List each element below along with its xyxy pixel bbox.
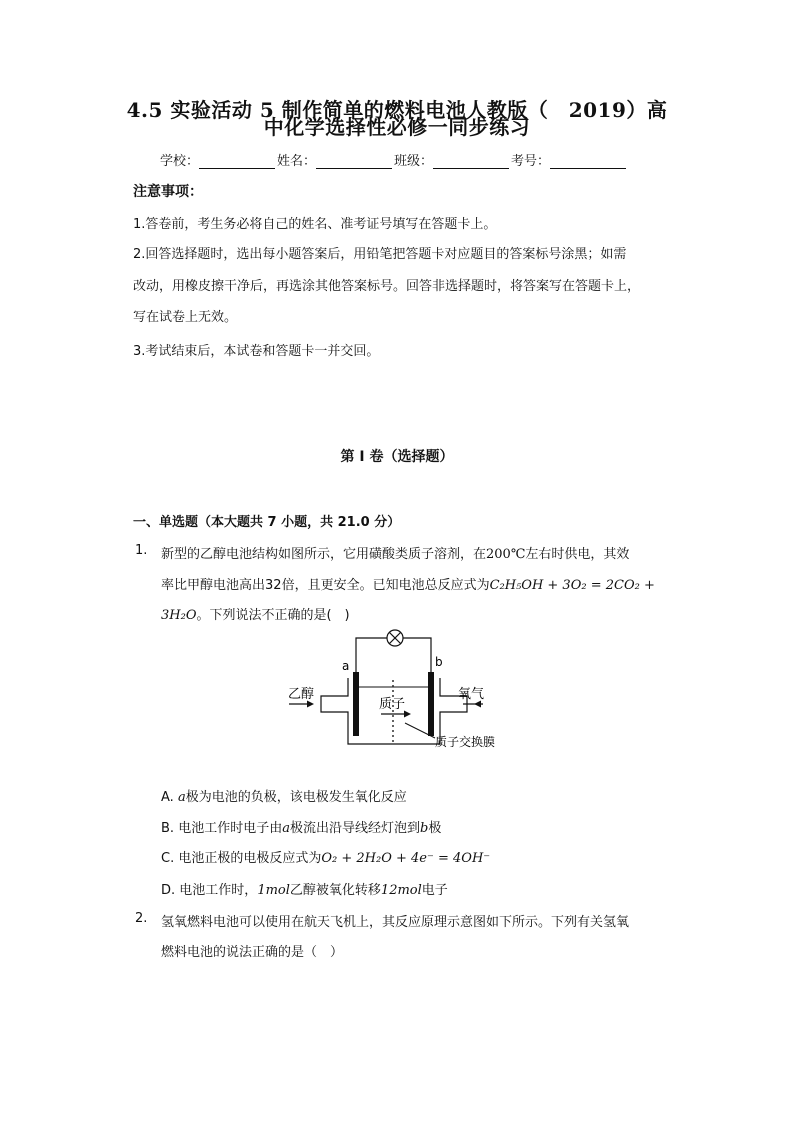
exam-number-blank[interactable] (550, 154, 626, 169)
option-text: 电池正极的电极反应式为 (178, 851, 322, 866)
q1-text-2b: 倍，且更安全。已知电池总反应式为 (281, 578, 490, 593)
electrode-b (428, 672, 434, 736)
option-letter: C. (161, 851, 175, 866)
school-label: 学校： (160, 154, 200, 169)
q1-text-1a: 新型的乙醇电池结构如图所示，它用磺酸类质子溶剂，在 (161, 547, 487, 562)
option-math: O₂ + 2H₂O + 4e⁻ = 4OH⁻ (321, 851, 491, 866)
notice-item-2-line-3: 写在试卷上无效。 (133, 310, 238, 325)
label-ethanol: 乙醇 (288, 687, 315, 702)
option-text: 极 (428, 821, 442, 836)
question-2-line-1: 氢氧燃料电池可以使用在航天飞机上，其反应原理示意图如下所示。下列有关氢氧 (161, 915, 630, 930)
q1-option-d[interactable] (161, 879, 448, 898)
electrode-a (353, 672, 359, 736)
q1-option-b[interactable] (161, 817, 441, 836)
question-1-line-2 (161, 574, 655, 593)
label-oxygen: 氧气 (458, 687, 485, 702)
option-math: 1mol (257, 883, 290, 898)
name-blank[interactable] (316, 154, 392, 169)
title-line-2: 中化学选择性必修一同步练习 (263, 115, 531, 139)
option-letter: A. (161, 790, 174, 805)
option-text: 电子 (421, 883, 448, 898)
q1-temp: 200℃ (486, 547, 526, 562)
question-2-number: 2. (135, 911, 148, 926)
option-math: a (177, 790, 186, 805)
q1-text-2a: 率比甲醇电池高出 (161, 578, 266, 593)
option-text: 极为电池的负极，该电极发生氧化反应 (185, 790, 407, 805)
question-2-line-2: 燃料电池的说法正确的是（ ） (161, 945, 344, 960)
question-1-line-1 (161, 543, 629, 562)
notice-item-2-line-1: 2.回答选择题时，选出每小题答案后，用铅笔把答题卡对应题目的答案标号涂黑；如需 (133, 247, 627, 262)
title-line-1: 4.5 实验活动 5 制作简单的燃料电池人教版（ 2019）高 (126, 98, 668, 122)
class-blank[interactable] (433, 154, 509, 169)
q1-option-a[interactable] (161, 786, 407, 805)
proton-arrow-head (404, 711, 411, 718)
section-title: 第 I 卷（选择题） (340, 449, 454, 465)
option-math: a (282, 821, 290, 836)
option-math: b (420, 821, 429, 836)
option-math: 12mol (380, 883, 422, 898)
q1-text-3b: 。下列说法不正确的是( ) (196, 608, 350, 623)
label-a: a (342, 659, 350, 673)
q1-num-32: 32 (265, 578, 282, 593)
option-text: 电池工作时电子由 (178, 821, 283, 836)
option-text: 电池工作时， (179, 883, 258, 898)
q1-text-1b: 左右时供电，其效 (525, 547, 630, 562)
option-text: 极流出沿导线经灯泡到 (289, 821, 420, 836)
notice-item-3: 3.考试结束后，本试卷和答题卡一并交回。 (133, 344, 380, 359)
school-blank[interactable] (199, 154, 275, 169)
q1-option-c[interactable] (161, 847, 490, 866)
option-letter: B. (161, 821, 175, 836)
circuit-wire-right (403, 638, 431, 672)
q1-equation-part-1: C₂H₅OH + 3O₂ = 2CO₂ + (489, 578, 655, 593)
ethanol-fuel-cell-diagram (285, 628, 496, 750)
option-text: 乙醇被氧化转移 (289, 883, 381, 898)
question-1-line-3 (161, 604, 350, 623)
label-proton: 质子 (379, 697, 406, 712)
name-label: 姓名： (277, 154, 317, 169)
question-1-number: 1. (135, 543, 148, 558)
notice-item-2-line-2: 改动，用橡皮擦干净后，再选涂其他答案标号。回答非选择题时，将答案写在答题卡上， (133, 279, 641, 294)
label-membrane: 质子交换膜 (435, 735, 496, 749)
class-label: 班级： (394, 154, 434, 169)
notice-heading: 注意事项： (133, 184, 203, 200)
option-letter: D. (161, 883, 176, 898)
student-info-line (160, 150, 628, 169)
part-heading: 一、单选题（本大题共 7 小题，共 21.0 分） (133, 515, 401, 530)
bulb-icon (387, 630, 403, 646)
exam-number-label: 考号： (511, 154, 551, 169)
circuit-wire (356, 638, 387, 672)
label-b: b (435, 655, 443, 669)
notice-item-1: 1.答卷前，考生务必将自己的姓名、准考证号填写在答题卡上。 (133, 217, 497, 232)
q1-equation-part-2: 3H₂O (161, 608, 197, 623)
